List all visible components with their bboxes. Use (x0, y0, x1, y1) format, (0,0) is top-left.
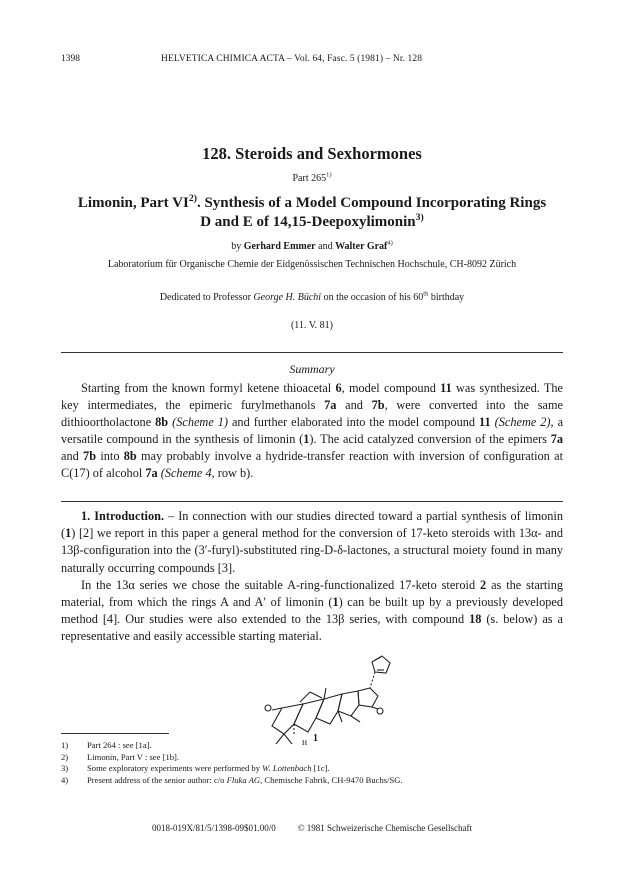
footnote-4: 4) Present address of the senior author: c/o Fluka AG, Chemische Fabrik, CH-9470 Buchs/SG. (61, 774, 403, 785)
summary-body: Starting from the known formyl ketene thioacetal 6, model compound 11 was synthesized. The key intermediates, the epimeric furylmethanols 7a and 7b, were converted into the same dithioortholactone 8b (Scheme 1) and further elaborated into the model compound 11 (Scheme 2), a versatile compound in the synthesis of limonin (1). The acid catalyzed conversion of the epimers 7a and 7b into 8b may probably involve a hydride-transfer reaction with inversion of configuration at C(17) of alcohol 7a (Scheme 4, row b). (61, 381, 564, 481)
section-heading: 1. Introduction. (81, 509, 165, 523)
author-name: Walter Graf (335, 241, 388, 252)
page-number: 1398 (61, 54, 80, 64)
page-footer (40, 823, 584, 833)
author-name: Gerhard Emmer (243, 241, 316, 252)
atom-label-h: H (302, 739, 308, 747)
introduction-section (61, 508, 563, 646)
copyright-notice: © 1981 Schweizerische Chemische Gesellschaft (297, 823, 473, 833)
summary-heading: Summary (289, 362, 335, 376)
intro-paragraph-2: In the 13α series we chose the suitable A-ring-functionalized 17-keto steroid 2 as the starting material, from which the rings A and A′ of limonin (1) can be built up by a previously developed method [4]. Our studies were also extended to the 13β series, with compound 18 (s. below) as a representative and easily accessible starting material. (61, 577, 564, 644)
compound-number: 1 (313, 733, 318, 744)
limonin-structure-diagram (248, 636, 398, 751)
dedication: Dedicated to Professor George H. Büchi on the occasion of his 60th birthday (159, 290, 465, 303)
doi-code: 0018-019X/81/5/1398-09$01.00/0 (151, 823, 276, 833)
footnotes (61, 740, 563, 786)
footnote-1: 1) Part 264 : see [1a]. (61, 740, 152, 750)
author-byline: by Gerhard Emmer and Walter Graf$^{4)}$ (231, 239, 393, 252)
footnote-rule (61, 733, 169, 734)
footnote-2: 2) Limonin, Part V : see [1b]. (61, 751, 180, 762)
summary-bottom-rule (61, 501, 563, 502)
affiliation: Laboratorium für Organische Chemie der Eidgenössischen Technischen Hochschule, CH-8092 Zürich (107, 259, 517, 270)
running-head (61, 54, 554, 68)
article-subtitle: Limonin, Part VI$^{2)}$. Synthesis of a Model Compound Incorporating Rings D and E of 14,15-Deepoxylimonin$^{3)}$ (77, 193, 547, 230)
received-date: (11. V. 81) (290, 320, 334, 331)
article-title: 128. Steroids and Sexhormones (202, 144, 422, 163)
part-number: Part 265$^{1)}$ (292, 171, 332, 184)
footnote-3: 3) Some exploratory experiments were performed by W. Lottenbach [1c]. (61, 763, 330, 774)
summary-top-rule (61, 352, 563, 353)
intro-paragraph-1: 1. Introduction. – In connection with our studies directed toward a partial synthesis of limonin (1) [2] we report in this paper a general method for the conversion of 17-keto steroids with 13α- and 13β-configuration into the (3′-furyl)-substituted ring-D-δ-lactones, a structural moiety found in many naturally occurring compounds [3]. (61, 509, 564, 575)
journal-citation: HELVETICA CHIMICA ACTA – Vol. 64, Fasc. 5 (1981) – Nr. 128 (161, 54, 423, 64)
